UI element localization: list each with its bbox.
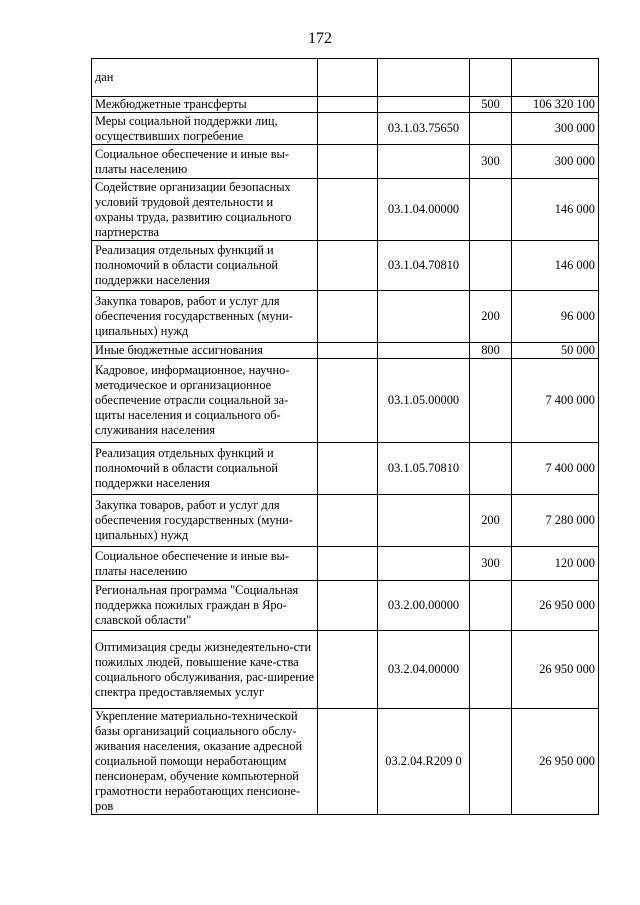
row-code	[318, 443, 378, 495]
row-csr: 03.2.04.R209 0	[378, 709, 470, 815]
row-code	[318, 145, 378, 179]
row-csr: 03.1.03.75650	[378, 113, 470, 145]
row-name: Укрепление материально-технической базы организаций социального обслу-живания населения, оказание адресной социальной помощи неработающим пенсионерам, обучение компьютерной грамотности неработающих пенсионе-ров	[92, 709, 318, 815]
row-sum: 26 950 000	[512, 709, 599, 815]
row-sum: 106 320 100	[512, 97, 599, 113]
row-code	[318, 241, 378, 291]
row-name: Содействие организации безопасных условий трудовой деятельности и охраны труда, развитию социального партнерства	[92, 179, 318, 241]
table-row	[92, 97, 599, 113]
row-code	[318, 709, 378, 815]
table-row	[92, 443, 599, 495]
row-sum: 146 000	[512, 179, 599, 241]
row-name: Кадровое, информационное, научно-методическое и организационное обеспечение отрасли социальной за-щиты населения и социального об-служивания населения	[92, 359, 318, 443]
row-code	[318, 581, 378, 631]
row-name: Иные бюджетные ассигнования	[92, 343, 318, 359]
row-sum: 26 950 000	[512, 631, 599, 709]
row-sum: 96 000	[512, 291, 599, 343]
row-csr: 03.1.04.70810	[378, 241, 470, 291]
table-row	[92, 581, 599, 631]
row-sum: 300 000	[512, 145, 599, 179]
budget-table	[91, 58, 599, 815]
table-row	[92, 343, 599, 359]
row-name: Региональная программа "Социальная поддержка пожилых граждан в Яро-славской области"	[92, 581, 318, 631]
table-row	[92, 113, 599, 145]
row-csr	[378, 291, 470, 343]
row-csr	[378, 59, 470, 97]
row-vr	[470, 113, 512, 145]
row-csr: 03.1.05.70810	[378, 443, 470, 495]
table-row	[92, 359, 599, 443]
table-row	[92, 241, 599, 291]
row-name: дан	[92, 59, 318, 97]
row-vr: 800	[470, 343, 512, 359]
row-code	[318, 631, 378, 709]
row-sum: 300 000	[512, 113, 599, 145]
row-vr: 200	[470, 291, 512, 343]
row-code	[318, 97, 378, 113]
row-vr	[470, 59, 512, 97]
row-sum: 7 280 000	[512, 495, 599, 547]
row-name: Межбюджетные трансферты	[92, 97, 318, 113]
row-csr	[378, 547, 470, 581]
table-row	[92, 59, 599, 97]
row-csr	[378, 495, 470, 547]
row-code	[318, 343, 378, 359]
page-number: 172	[308, 30, 332, 47]
row-name: Реализация отдельных функций и полномочий в области социальной поддержки населения	[92, 443, 318, 495]
row-vr	[470, 709, 512, 815]
row-vr	[470, 241, 512, 291]
row-vr	[470, 179, 512, 241]
row-code	[318, 59, 378, 97]
row-sum: 146 000	[512, 241, 599, 291]
row-csr	[378, 145, 470, 179]
row-name: Реализация отдельных функций и полномочий в области социальной поддержки населения	[92, 241, 318, 291]
row-name: Закупка товаров, работ и услуг для обеспечения государственных (муни-ципальных) нужд	[92, 291, 318, 343]
row-name: Меры социальной поддержки лиц, осуществивших погребение	[92, 113, 318, 145]
row-vr	[470, 443, 512, 495]
row-code	[318, 179, 378, 241]
table-row	[92, 547, 599, 581]
row-name: Социальное обеспечение и иные вы-платы населению	[92, 145, 318, 179]
row-code	[318, 495, 378, 547]
row-sum: 120 000	[512, 547, 599, 581]
table-row	[92, 291, 599, 343]
row-sum	[512, 59, 599, 97]
row-csr: 03.1.05.00000	[378, 359, 470, 443]
row-sum: 26 950 000	[512, 581, 599, 631]
row-vr: 300	[470, 145, 512, 179]
row-csr: 03.2.04.00000	[378, 631, 470, 709]
row-csr: 03.1.04.00000	[378, 179, 470, 241]
table-row	[92, 495, 599, 547]
row-name: Социальное обеспечение и иные вы-платы населению	[92, 547, 318, 581]
table-row	[92, 631, 599, 709]
row-code	[318, 113, 378, 145]
row-vr	[470, 581, 512, 631]
row-sum: 50 000	[512, 343, 599, 359]
row-name: Закупка товаров, работ и услуг для обеспечения государственных (муни-ципальных) нужд	[92, 495, 318, 547]
row-vr: 300	[470, 547, 512, 581]
row-vr	[470, 359, 512, 443]
row-csr: 03.2.00.00000	[378, 581, 470, 631]
row-code	[318, 547, 378, 581]
table-row	[92, 179, 599, 241]
row-vr	[470, 631, 512, 709]
row-sum: 7 400 000	[512, 359, 599, 443]
row-code	[318, 359, 378, 443]
table-row	[92, 145, 599, 179]
row-sum: 7 400 000	[512, 443, 599, 495]
row-csr	[378, 343, 470, 359]
row-code	[318, 291, 378, 343]
row-csr	[378, 97, 470, 113]
table-row	[92, 709, 599, 815]
row-vr: 200	[470, 495, 512, 547]
row-vr: 500	[470, 97, 512, 113]
row-name: Оптимизация среды жизнедеятельно-сти пожилых людей, повышение каче-ства социального обслуживания, рас-ширение спектра предоставляемых услуг	[92, 631, 318, 709]
